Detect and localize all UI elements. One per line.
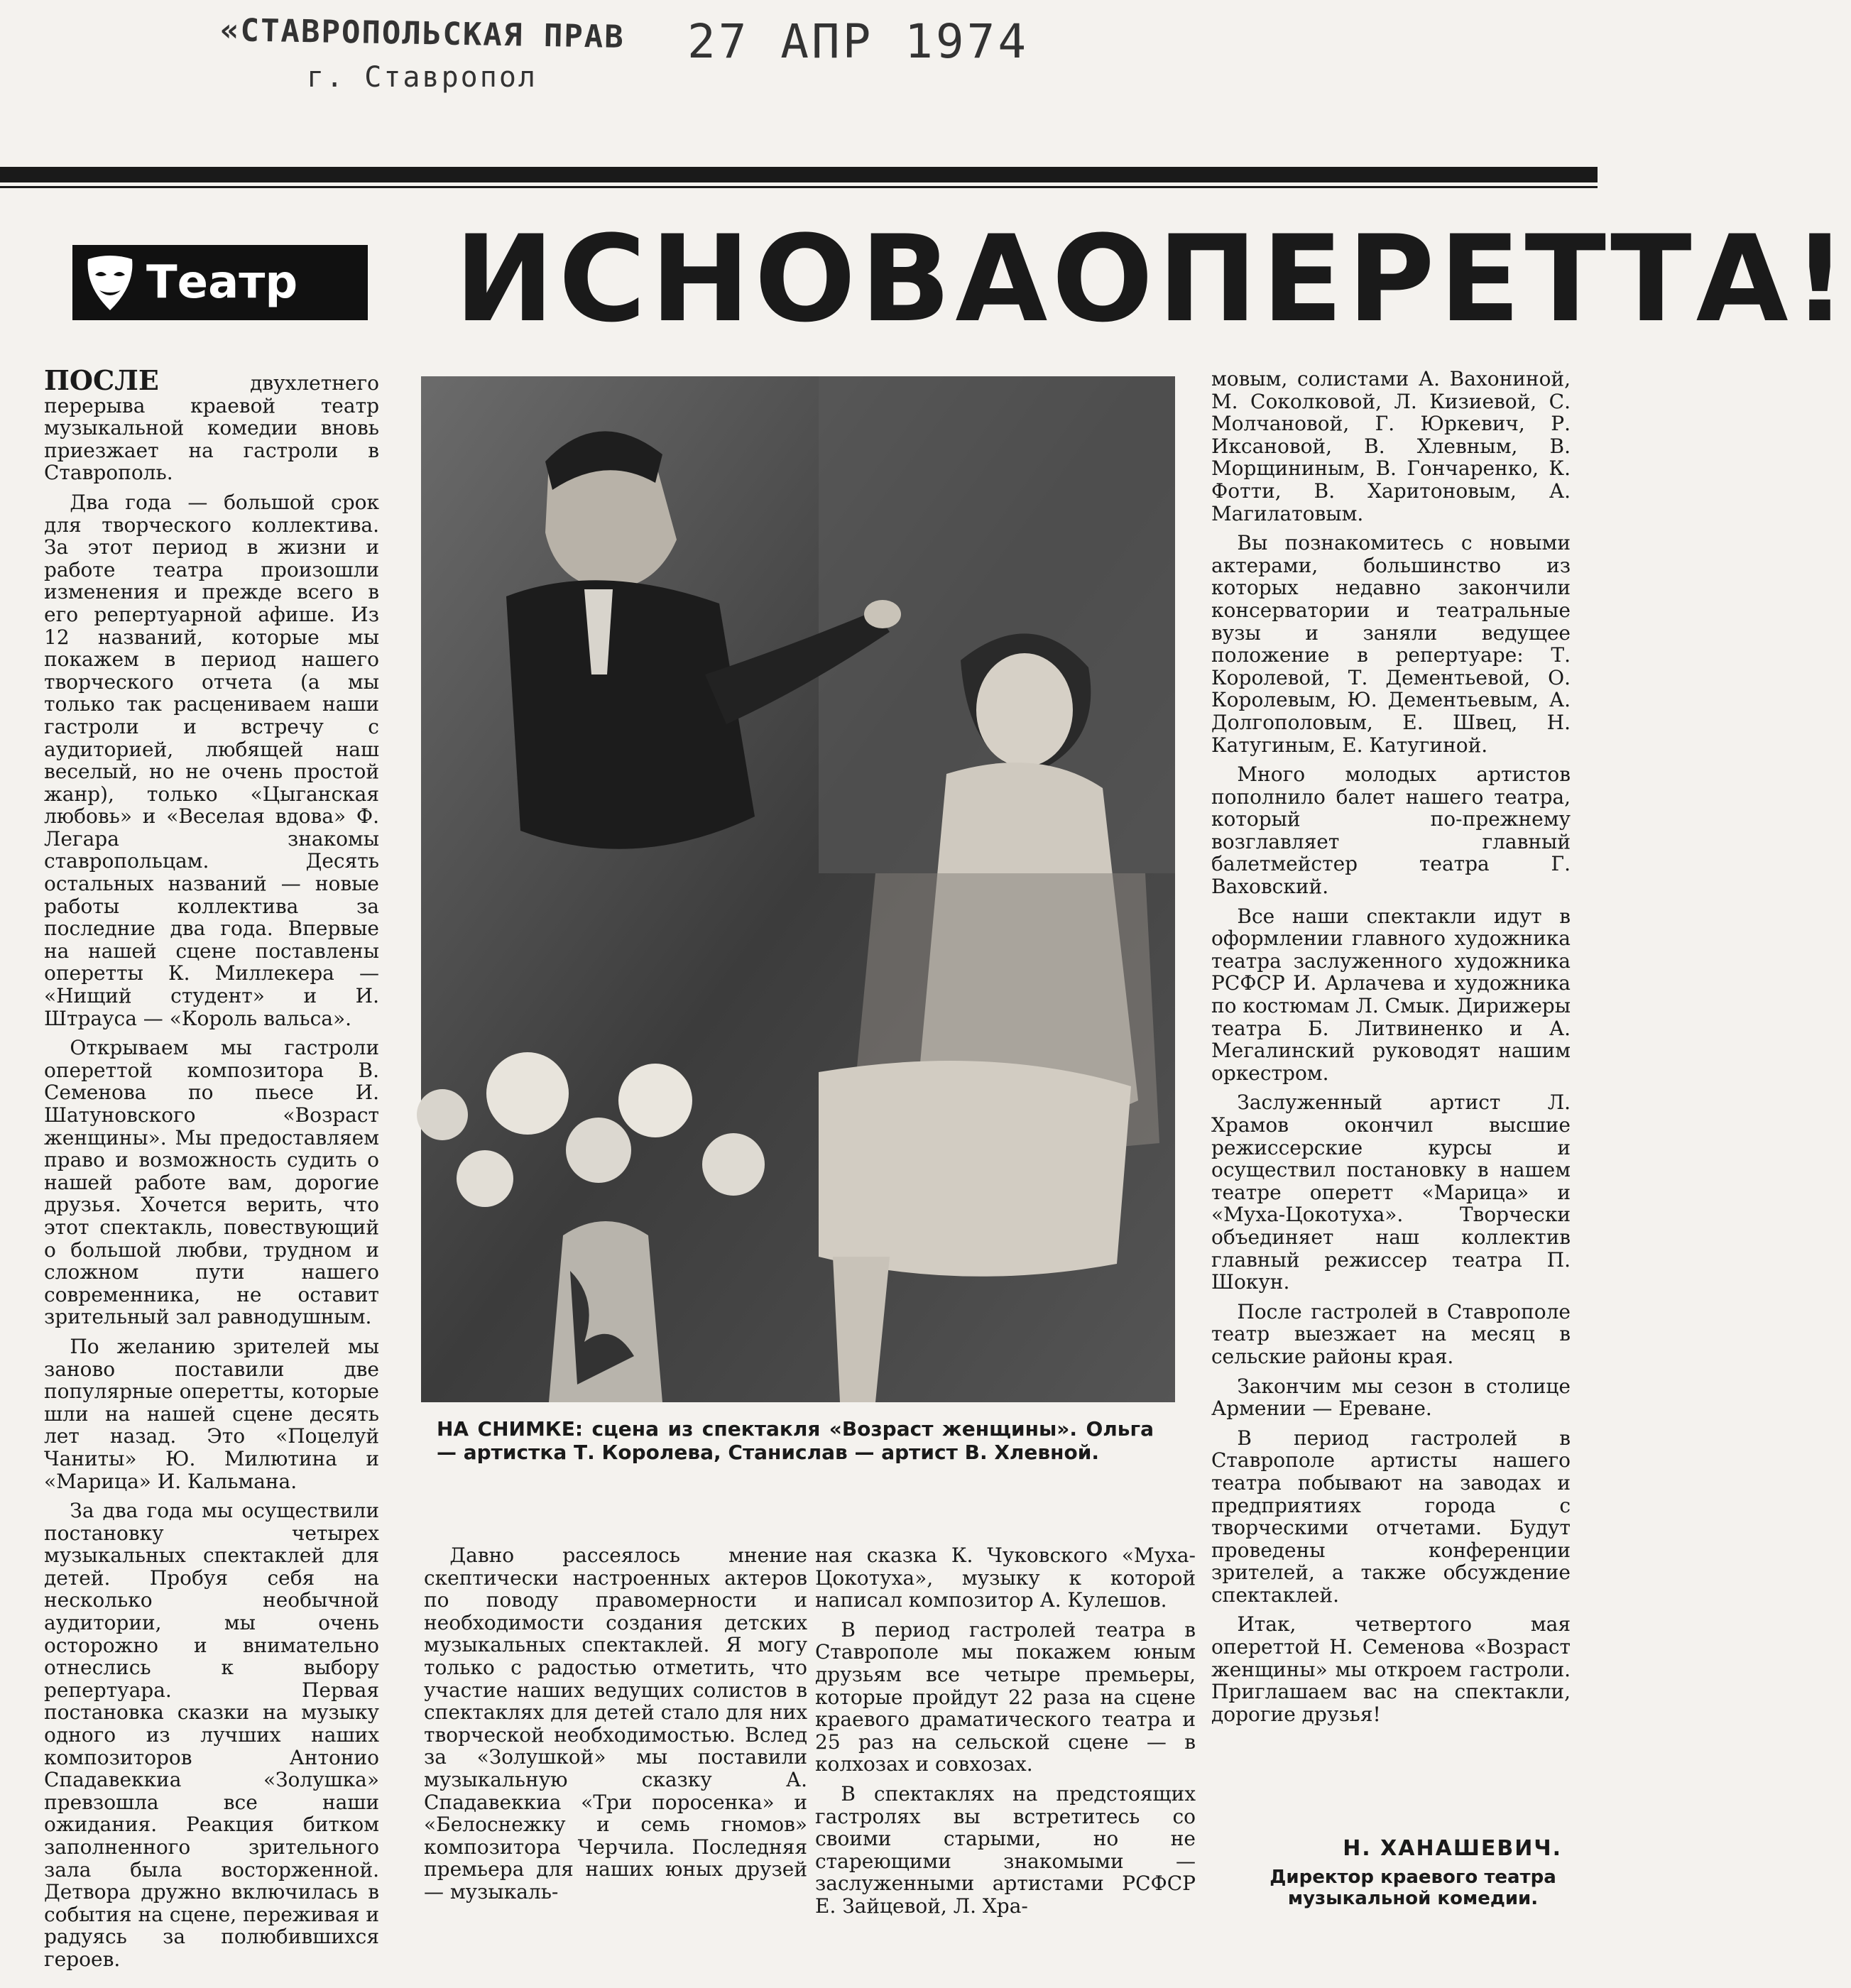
caption-text: сцена из спектакля «Возраст женщины». Ольга — артистка Т. Королева, Станислав — артист В. Хлевной.: [437, 1417, 1154, 1464]
headline-word: СНОВА: [558, 209, 1052, 349]
headline: [454, 209, 1851, 349]
article-column-2: [424, 1544, 807, 1977]
paragraph: ПОСЛЕ двухлетнего перерыва краевой театр музыкальной комедии вновь приезжает на гастроли в Ставрополь.: [44, 364, 379, 485]
rubric-badge: [72, 245, 368, 320]
article-column-4: [1211, 368, 1571, 1979]
caption-label: НА СНИМКЕ:: [437, 1417, 584, 1441]
paragraph: ная сказка К. Чуковского «Муха-Цокотуха», музыку к которой написал композитор А. Кулешов.: [815, 1544, 1196, 1612]
paragraph: Вы познакомитесь с новыми актерами, большинство из которых недавно закончили консерватории и театральные вузы и заняли ведущее положение в репертуаре: Т. Королевой, Т. Дементьевой, О. Королевым, Ю. Дементьевым, А. Долгополовым, Е. Швец, Н. Катугиным, Е. Катугиной.: [1211, 531, 1571, 757]
author-signature: [1264, 1836, 1562, 1909]
author-role: Директор краевого театра музыкальной комедии.: [1270, 1867, 1556, 1909]
theatre-mask-icon: [78, 251, 142, 315]
paragraph: Открываем мы гастроли опереттой композитора В. Семенова по пьесе И. Шатуновского «Возраст женщины». Мы предоставляем право и возможность судить о нашей работе вам, дорогие друзья. Хочется верить, что этот спектакль, повествующий о большой любви, трудном и сложном пути нашего современника, не оставит зрительный зал равнодушным.: [44, 1036, 379, 1329]
article-column-1: [44, 364, 379, 1981]
article-column-3: [815, 1544, 1196, 1977]
paragraph: Заслуженный артист Л. Храмов окончил высшие режиссерские курсы и осуществил постановку в нашем театре оперетт «Марица» и «Муха-Цокотуха». Творчески объединяет наш коллектив главный режиссер театра П. Шокун.: [1211, 1091, 1571, 1294]
paragraph: В период гастролей театра в Ставрополе мы покажем юным друзьям все четыре премьеры, которые пройдут 22 раза на сцене краевого драматического театра и 25 раз на сельской сцене — в колхозах и совхозах.: [815, 1617, 1196, 1776]
paragraph: Итак, четвертого мая опереттой Н. Семенова «Возраст женщины» мы откроем гастроли. Приглашаем вас на спектакли, дорогие друзья!: [1211, 1612, 1571, 1726]
header-rule-thin: [0, 186, 1598, 188]
paragraph: В период гастролей в Ставрополе артисты нашего театра побывают на заводах и предприятиях города с творческими отчетами. Будут проведены конференции зрителей, а также обсуждение спектаклей.: [1211, 1426, 1571, 1607]
city-stamp: г. Ставропол: [307, 61, 537, 94]
date-stamp: 27 АПР 1974: [687, 14, 1030, 69]
paragraph: Закончим мы сезон в столице Армении — Ереване.: [1211, 1374, 1571, 1421]
paragraph: Два года — большой срок для творческого коллектива. За этот период в жизни и работе театра произошли изменения и прежде всего в его репертуарной афише. Из 12 названий, которые мы покажем в период нашего творческого отчета (а мы только так расцениваем наши гастроли и встречу с аудиторией, любящей наш веселый, но не очень простой жанр), только «Цыганская любовь» и «Веселая вдова» Ф. Легара знакомы ставропольцам. Десять остальных названий — новые работы коллектива за последние два года. Впервые на нашей сцене поставлены оперетты К. Миллекера — «Нищий студент» и И. Штрауса — «Король вальса».: [44, 490, 379, 1030]
newspaper-stamp: «СТАВРОПОЛЬСКАЯ ПРАВ: [219, 12, 626, 55]
paragraph: В спектаклях на предстоящих гастролях вы встретитесь со своими старыми, но не стареющими знакомыми — заслуженными артистами РСФСР Е. Зайцевой, Л. Хра-: [815, 1781, 1196, 1918]
paragraph: Много молодых артистов пополнило балет нашего театра, который по-прежнему возглавляет главный балетмейстер театра Г. Ваховский.: [1211, 763, 1571, 899]
headline-word: ОПЕРЕТТА!: [1052, 209, 1851, 349]
paragraph: мовым, солистами А. Вахониной, М. Соколковой, Л. Кизиевой, С. Молчановой, Г. Юркевич, Р. Иксановой, В. Хлевным, В. Морщининым, В. Гончаренко, К. Фотти, В. Харитоновым, А. Магилатовым.: [1211, 367, 1571, 525]
stage-photo: [421, 376, 1175, 1402]
author-name: Н. ХАНАШЕВИЧ.: [1343, 1836, 1562, 1861]
lead-word: ПОСЛЕ: [44, 364, 159, 396]
photo-caption: [437, 1417, 1154, 1464]
rubric-label: Театр: [146, 256, 298, 309]
header-rule: [0, 167, 1598, 182]
paragraph: Все наши спектакли идут в оформлении главного художника театра заслуженного художника РСФСР И. Арлачева и художника по костюмам Л. Смык. Дирижеры театра Б. Литвиненко и А. Мегалинский руководят нашим оркестром.: [1211, 904, 1571, 1085]
photo-illustration: [421, 376, 1175, 1402]
paragraph: Давно рассеялось мнение скептически настроенных актеров по поводу правомерности и необходимости создания детских музыкальных спектаклей. Я могу только с радостью отметить, что участие наших ведущих солистов в спектаклях для детей стало для них творческой необходимостью. Вслед за «Золушкой» мы поставили музыкальную сказку А. Спадавеккиа «Три поросенка» и «Белоснежку и семь гномов» композитора Черчила. Последняя премьера для наших юных друзей — музыкаль-: [424, 1544, 807, 1904]
paragraph: За два года мы осуществили постановку четырех музыкальных спектаклей для детей. Пробуя себя на несколько необычной аудитории, мы очень осторожно и внимательно отнеслись к выбору репертуара. Первая постановка сказки на музыку одного из лучших наших композиторов Антонио Спадавеккиа «Золушка» превзошла все наши ожидания. Реакция битком заполненного зрительного зала была восторженной. Детвора дружно включилась в события на сцене, переживая и радуясь за полюбившихся героев.: [44, 1499, 379, 1971]
headline-word: И: [454, 209, 559, 349]
paragraph: По желанию зрителей мы заново поставили две популярные оперетты, которые шли на нашей сцене десять лет назад. Это «Поцелуй Чаниты» Ю. Милютина и «Марица» И. Кальмана.: [44, 1334, 379, 1493]
paragraph: После гастролей в Ставрополе театр выезжает на месяц в сельские районы края.: [1211, 1299, 1571, 1368]
